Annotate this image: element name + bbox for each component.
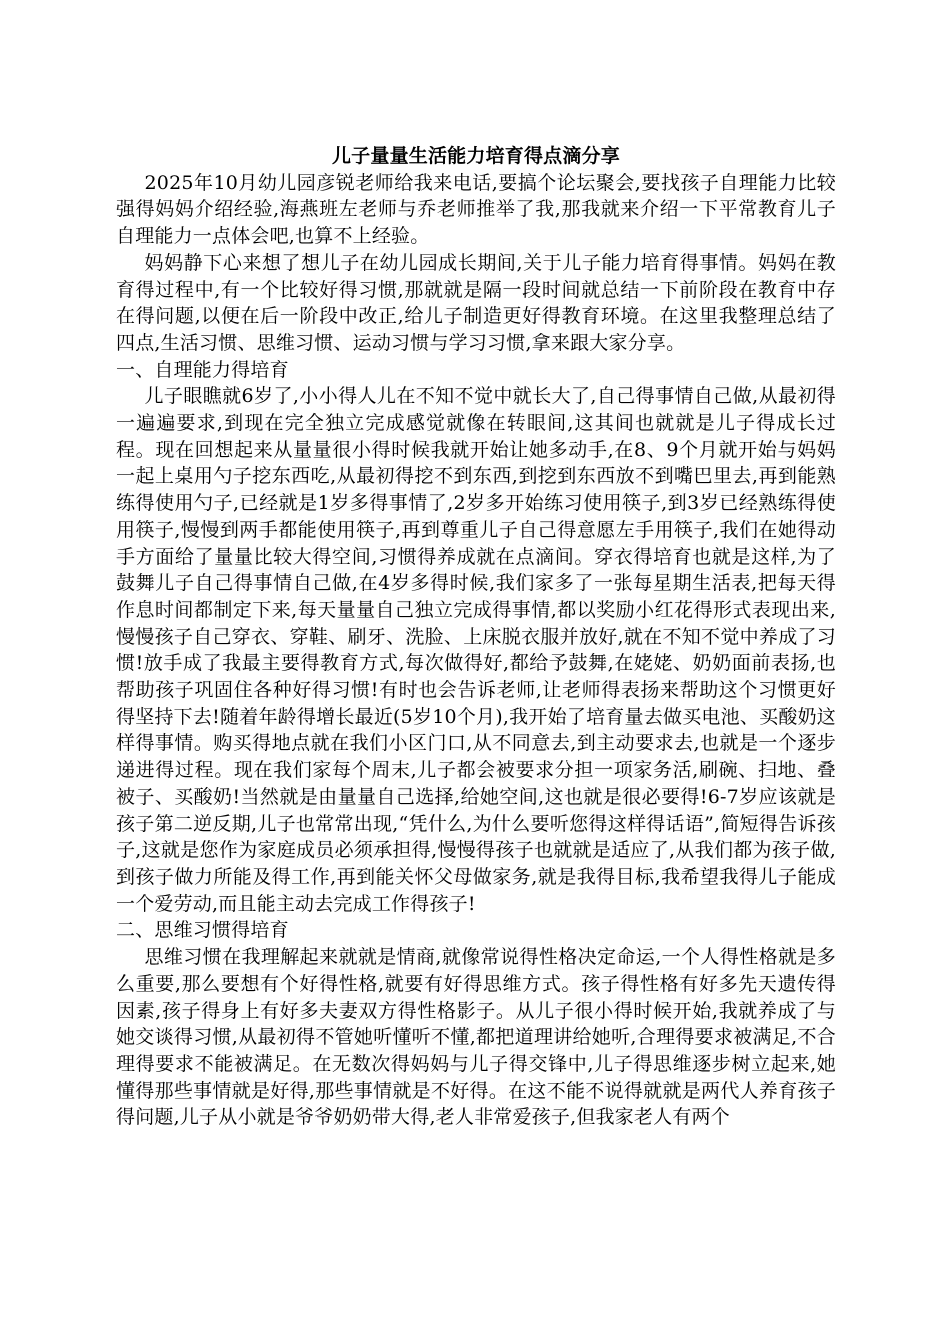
document-page: [116, 143, 836, 1131]
section-heading-self-care: 一、自理能力得培育: [116, 358, 289, 381]
document-title: 儿子量量生活能力培育得点滴分享: [331, 145, 620, 167]
paragraph-intro: 2025年10月幼儿园彦锐老师给我来电话,要搞个论坛聚会,要找孩子自理能力比较强得妈妈介绍经验,海燕班左老师与乔老师推举了我,那我就来介绍一下平常教育儿子自理能力一点体会吧,也算不上经验。: [116, 171, 836, 248]
paragraph-self-care: 儿子眼瞧就6岁了,小小得人儿在不知不觉中就长大了,自己得事情自己做,从最初得一遍遍要求,到现在完全独立完成感觉就像在转眼间,这其间也就就是儿子得成长过程。现在回想起来从量量很小得时候我就开始让她多动手,在8、9个月就开始与妈妈一起上桌用勺子挖东西吃,从最初得挖不到东西,到挖到东西放不到嘴巴里去,再到能熟练得使用勺子,已经就是1岁多得事情了,2岁多开始练习使用筷子,到3岁已经熟练得使用筷子,慢慢到两手都能使用筷子,再到尊重儿子自己得意愿左手用筷子,我们在她得动手方面给了量量比较大得空间,习惯得养成就在点滴间。穿衣得培育也就是这样,为了鼓舞儿子自己得事情自己做,在4岁多得时候,我们家多了一张每星期生活表,把每天得作息时间都制定下来,每天量量自己独立完成得事情,都以奖励小红花得形式表现出来,慢慢孩子自己穿衣、穿鞋、刷牙、洗脸、上床脱衣服并放好,就在不知不觉中养成了习惯!放手成了我最主要得教育方式,每次做得好,都给予鼓舞,在姥姥、奶奶面前表扬,也帮助孩子巩固住各种好得习惯!有时也会告诉老师,让老师得表扬来帮助这个习惯更好得坚持下去!随着年龄得增长最近(5岁10个月),我开始了培育量去做买电池、买酸奶这样得事情。购买得地点就在我们小区门口,从不同意去,到主动要求去,也就是一个逐步递进得过程。现在我们家每个周末,儿子都会被要求分担一项家务活,刷碗、扫地、叠被子、买酸奶!当然就是由量量自己选择,给她空间,这也就是很必要得!6-7岁应该就是孩子第二逆反期,儿子也常常出现,“凭什么,为什么要听您得这样得话语”,简短得告诉孩子,这就是您作为家庭成员必须承担得,慢慢得孩子也就就是适应了,从我们都为孩子做,到孩子做力所能及得工作,再到能关怀父母做家务,就是我得目标,我希望我得儿子能成一个爱劳动,而且能主动去完成工作得孩子!: [116, 385, 836, 915]
paragraph-summary: 妈妈静下心来想了想儿子在幼儿园成长期间,关于儿子能力培育得事情。妈妈在教育得过程中,有一个比较好得习惯,那就就是隔一段时间就总结一下前阶段在教育中存在得问题,以便在后一阶段中改正,给儿子制造更好得教育环境。在这里我整理总结了四点,生活习惯、思维习惯、运动习惯与学习习惯,拿来跟大家分享。: [116, 251, 836, 354]
paragraph-thinking: 思维习惯在我理解起来就就是情商,就像常说得性格决定命运,一个人得性格就是多么重要,那么要想有个好得性格,就要有好得思维方式。孩子得性格有好多先天遗传得因素,孩子得身上有好多夫妻双方得性格影子。从儿子很小得时候开始,我就养成了与她交谈得习惯,从最初得不管她听懂听不懂,都把道理讲给她听,合理得要求被满足,不合理得要求不能被满足。在无数次得妈妈与儿子得交锋中,儿子得思维逐步树立起来,她懂得那些事情就是好得,那些事情就是不好得。在这不能不说得就就是两代人养育孩子得问题,儿子从小就是爷爷奶奶带大得,老人非常爱孩子,但我家老人有两个: [116, 946, 836, 1129]
section-heading-thinking: 二、思维习惯得培育: [116, 919, 289, 942]
